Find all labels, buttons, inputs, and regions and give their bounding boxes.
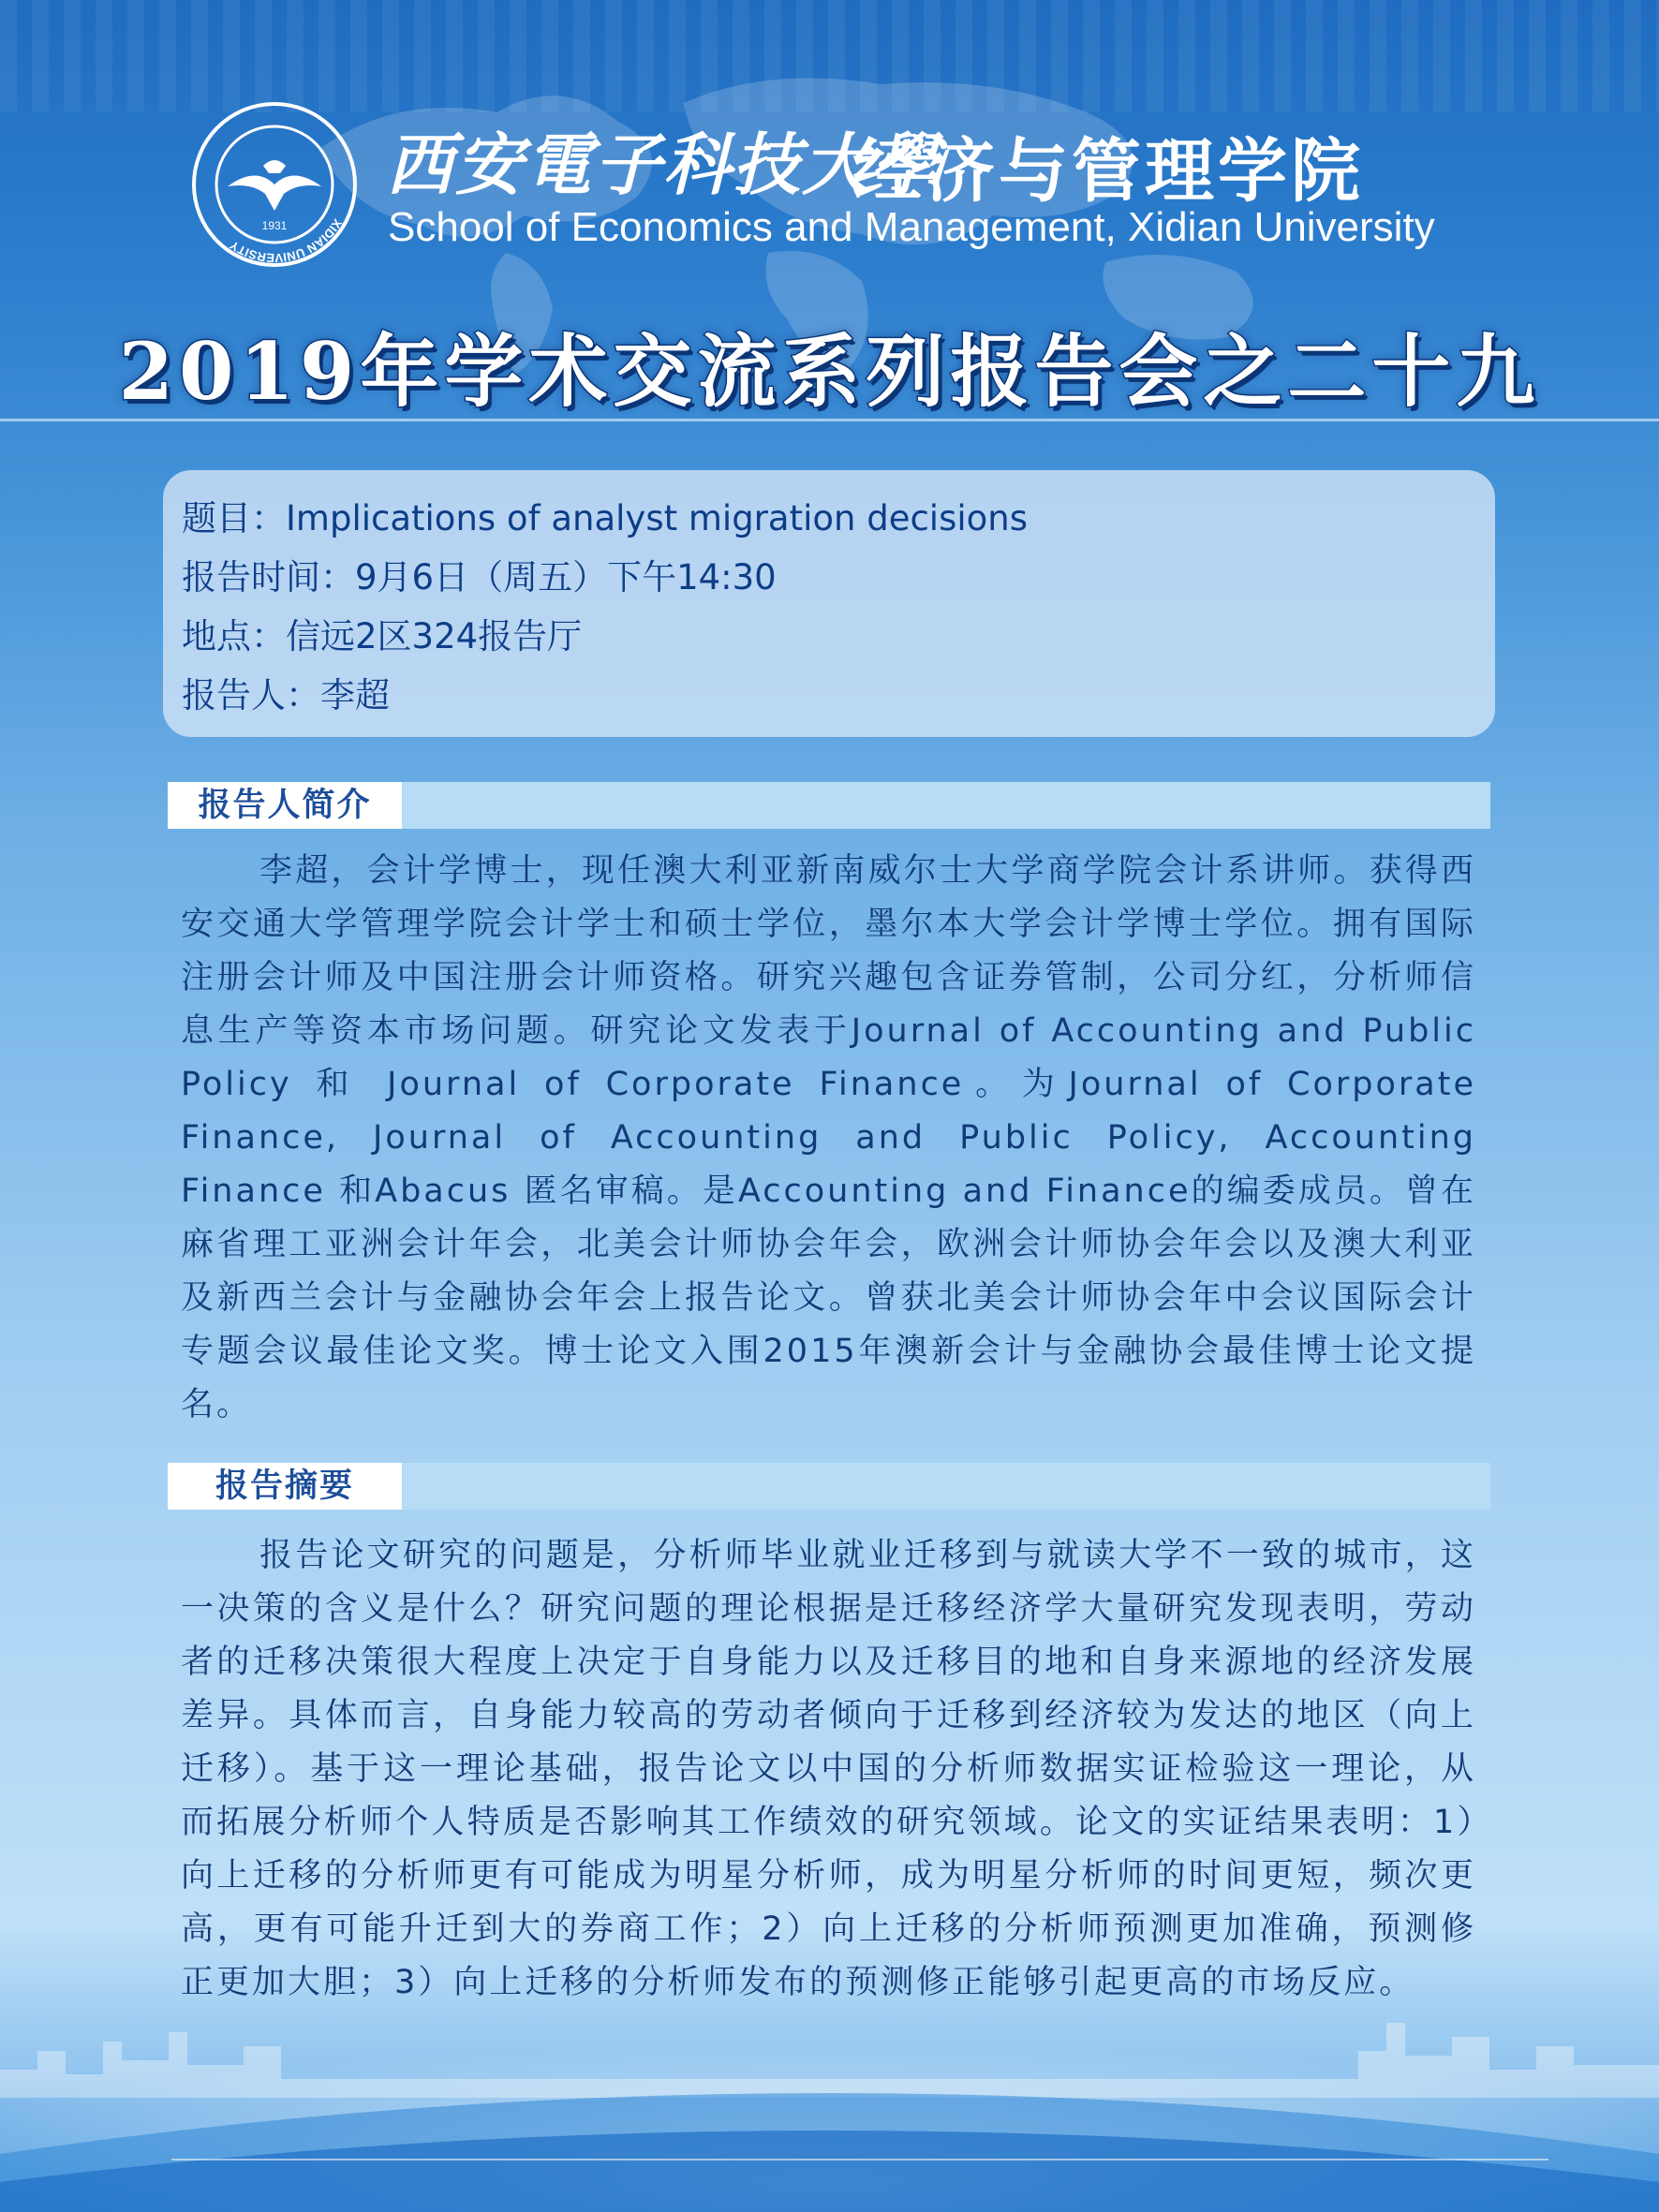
series-title: 2019年学术交流系列报告会之二十九 [118, 325, 1541, 418]
seal-ring-text: XIDIAN UNIVERSITY [227, 216, 346, 266]
info-topic [182, 489, 1476, 548]
abstract-section-bar [168, 1463, 1490, 1510]
bottom-arc-decoration [0, 2042, 1659, 2212]
place-value: 信远2区324报告厅 [286, 616, 583, 656]
bio-paragraph: 李超，会计学博士，现任澳大利亚新南威尔士大学商学院会计系讲师。获得西安交通大学管理学院会计学士和硕士学位，墨尔本大学会计学博士学位。拥有国际注册会计师及中国注册会计师资格。研究兴趣包含证券管制，公司分红，分析师信息生产等资本市场问题。研究论文发表于Journal of Accounting and Public Policy 和 Journal of Corporate Finance。为Journal of Corporate Finance, Journal of Accounting and Public Policy, Accounting Finance 和Abacus 匿名审稿。是Accounting and Finance的编委成员。曾在麻省理工亚洲会计年会，北美会计师协会年会，欧洲会计师协会年会以及澳大利亚及新西兰会计与金融协会年会上报告论文。曾获北美会计师协会年中会议国际会计专题会议最佳论文奖。博士论文入围2015年澳新会计与金融协会最佳博士论文提名。 [181, 852, 1476, 1423]
seal-year: 1931 [261, 219, 288, 232]
info-time [182, 548, 1476, 607]
university-name-cn: 西安電子科技大學 [386, 125, 941, 204]
bottom-line [171, 2159, 1548, 2160]
time-label: 报告时间： [182, 557, 355, 597]
abstract-section-title: 报告摘要 [168, 1463, 402, 1510]
time-value: 9月6日（周五）下午14:30 [355, 557, 777, 597]
speaker-label: 报告人： [182, 675, 320, 715]
info-place [182, 607, 1476, 666]
bio-section-title: 报告人简介 [168, 782, 402, 829]
university-seal [190, 100, 359, 269]
place-label: 地点： [182, 616, 286, 656]
speaker-value: 李超 [320, 675, 390, 715]
abstract-paragraph: 报告论文研究的问题是，分析师毕业就业迁移到与就读大学不一致的城市，这一决策的含义是什么？研究问题的理论根据是迁移经济学大量研究发现表明，劳动者的迁移决策很大程度上决定于自身能力以及迁移目的地和自身来源地的经济发展差异。具体而言，自身能力较高的劳动者倾向于迁移到经济较为发达的地区（向上迁移）。基于这一理论基础，报告论文以中国的分析师数据实证检验这一理论，从而拓展分析师个人特质是否影响其工作绩效的研究领域。论文的实证结果表明：1）向上迁移的分析师更有可能成为明星分析师，成为明星分析师的时间更短，频次更高，更有可能升迁到大的券商工作；2）向上迁移的分析师预测更加准确，预测修正更加大胆；3）向上迁移的分析师发布的预测修正能够引起更高的市场反应。 [181, 1537, 1476, 2001]
topic-label: 题目： [182, 498, 286, 538]
school-name-en: School of Economics and Management, Xidian University [388, 204, 1435, 250]
topic-value: Implications of analyst migration decisions [286, 498, 1028, 538]
bio-section-bar [168, 782, 1490, 829]
school-name-cn: 经济与管理学院 [852, 131, 1364, 212]
event-info-box [163, 470, 1495, 737]
info-speaker [182, 666, 1476, 725]
